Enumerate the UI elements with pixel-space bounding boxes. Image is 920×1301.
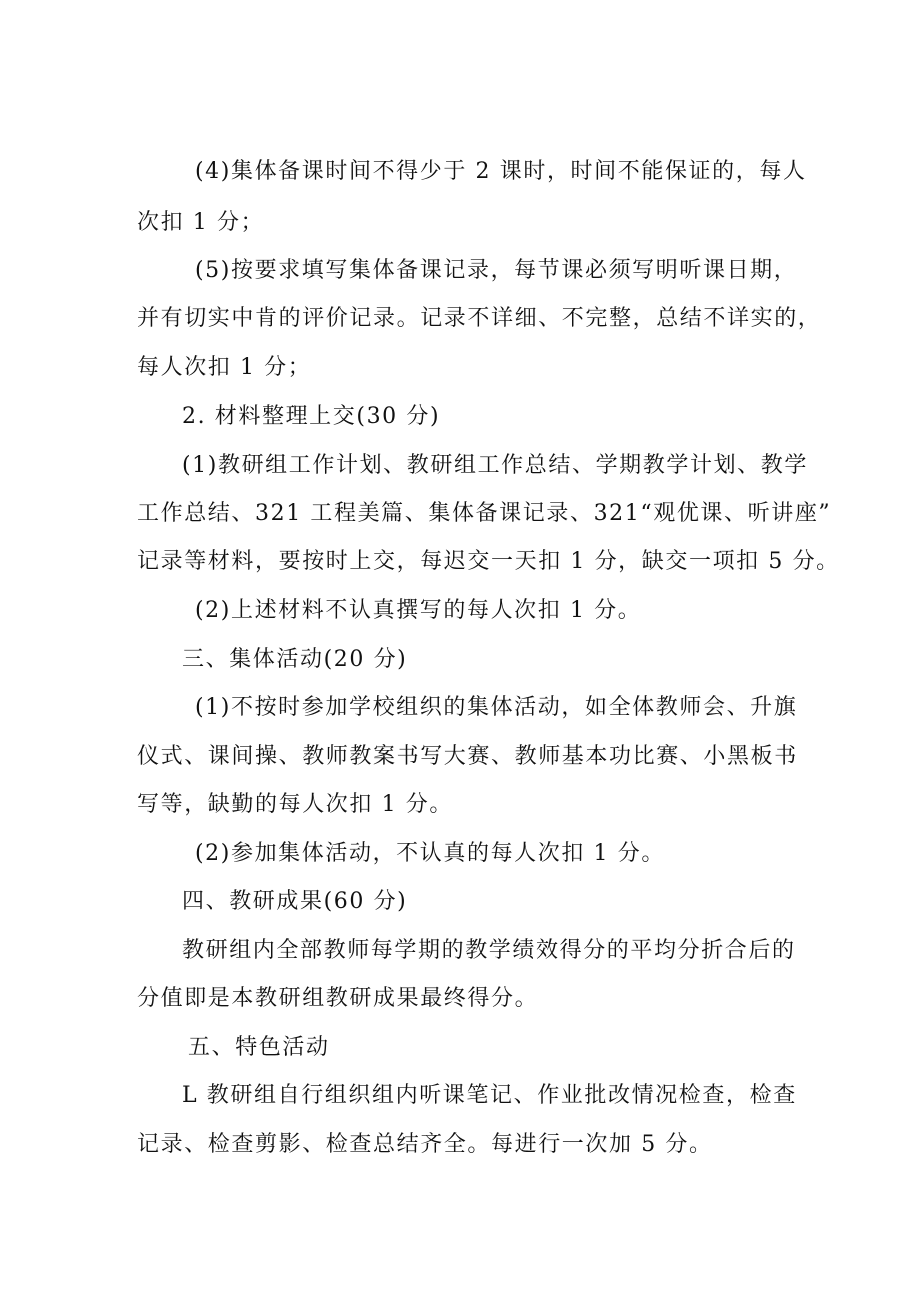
- paragraph-5-line-2: 并有切实中肯的评价记录。记录不详细、不完整，总结不详实的，: [137, 306, 822, 331]
- paragraph-4-line-1: (4)集体备课时间不得少于 2 课时，时间不能保证的，每人: [195, 159, 807, 184]
- section-heading-activities: 三、集体活动(20 分): [182, 647, 408, 672]
- results-body-line-2: 分值即是本教研组教研成果最终得分。: [137, 986, 539, 1011]
- activities-item-1-line-1: (1)不按时参加学校组织的集体活动，如全体教师会、升旗: [195, 695, 798, 720]
- materials-item-1-line-2: 工作总结、321 工程美篇、集体备课记录、321“观优课、听讲座”: [137, 501, 832, 526]
- materials-item-1-line-1: (1)教研组工作计划、教研组工作总结、学期教学计划、教学: [182, 453, 808, 478]
- results-body-line-1: 教研组内全部教师每学期的教学绩效得分的平均分折合后的: [182, 938, 796, 963]
- paragraph-5-line-1: (5)按要求填写集体备课记录，每节课必须写明听课日期，: [195, 258, 798, 283]
- section-heading-results: 四、教研成果(60 分): [182, 889, 408, 914]
- materials-item-2: (2)上述材料不认真撰写的每人次扣 1 分。: [195, 598, 642, 623]
- activities-item-2: (2)参加集体活动，不认真的每人次扣 1 分。: [195, 841, 665, 866]
- activities-item-1-line-3: 写等，缺勤的每人次扣 1 分。: [137, 792, 453, 817]
- featured-body-line-1: L 教研组自行组织组内听课笔记、作业批改情况检查，检查: [182, 1083, 797, 1108]
- paragraph-5-line-3: 每人次扣 1 分；: [137, 355, 312, 380]
- section-heading-materials: 2. 材料整理上交(30 分): [182, 404, 441, 429]
- activities-item-1-line-2: 仪式、课间操、教师教案书写大赛、教师基本功比赛、小黑板书: [137, 744, 798, 769]
- paragraph-4-line-2: 次扣 1 分；: [137, 210, 265, 235]
- materials-item-1-line-3: 记录等材料，要按时上交，每迟交一天扣 1 分，缺交一项扣 5 分。: [137, 549, 840, 574]
- featured-body-line-2: 记录、检查剪影、检查总结齐全。每进行一次加 5 分。: [137, 1132, 713, 1157]
- section-heading-featured: 五、特色活动: [188, 1035, 330, 1060]
